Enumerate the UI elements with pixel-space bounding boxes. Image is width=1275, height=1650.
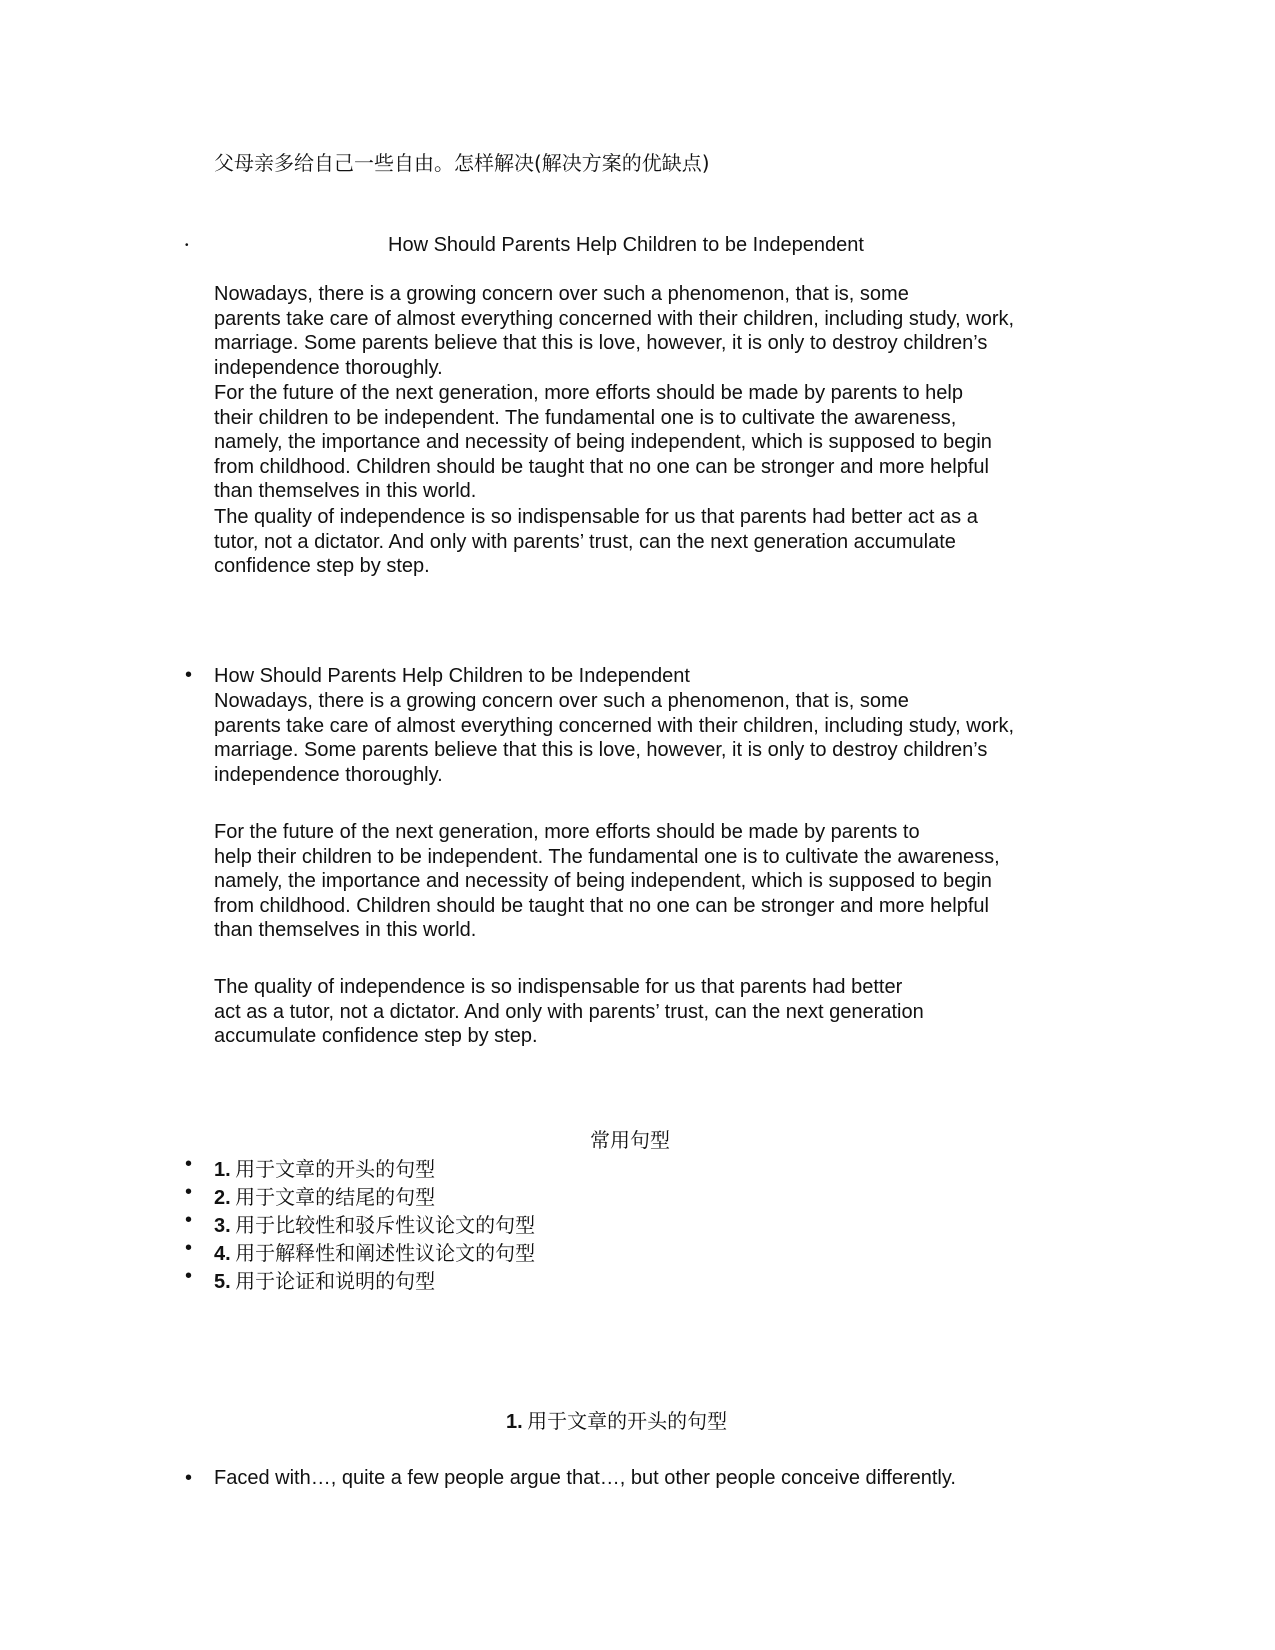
pattern-number: 5. [214, 1271, 231, 1293]
pattern-bullet-2: • [185, 1181, 193, 1203]
pattern-bullet-3: • [185, 1209, 193, 1231]
pattern-number: 3. [214, 1215, 231, 1237]
pattern-item-3 [214, 1209, 535, 1238]
pattern-bullet-5: • [185, 1265, 193, 1287]
pattern-item-5 [214, 1265, 435, 1294]
section1-bullet: • [185, 240, 189, 251]
example-bullet: • [185, 1467, 193, 1489]
section2-paragraph-3: The quality of independence is so indispensable for us that parents had better act as a tutor, not a dictator. And only with parents’ trust, can the next generation accumulate confidence step by step. [214, 976, 924, 1048]
pattern-number: 1. [214, 1159, 231, 1181]
opening-section-heading [506, 1405, 727, 1434]
section2-paragraph-2: For the future of the next generation, more efforts should be made by parents to help their children to be independent. The fundamental one is to cultivate the awareness, namely, the importance and necessity of being independent, which is supposed to begin from childhood. Children should be taught that no one can be stronger and more helpful than themselves in this world. [214, 821, 1000, 942]
section1-paragraph-1: Nowadays, there is a growing concern over such a phenomenon, that is, some parents take care of almost everything concerned with their children, including study, work, marriage. Some parents believe that this is love, however, it is only to destroy children’s independence thoroughly. [214, 283, 1015, 379]
opening-section-title: 用于文章的开头的句型 [527, 1409, 728, 1433]
pattern-text: 用于比较性和驳斥性议论文的句型 [235, 1213, 536, 1237]
common-patterns-heading: 常用句型 [590, 1128, 670, 1152]
pattern-text: 用于文章的结尾的句型 [235, 1185, 436, 1209]
pattern-text: 用于论证和说明的句型 [235, 1269, 436, 1293]
section1-title: How Should Parents Help Children to be Independent [388, 234, 864, 256]
pattern-number: 4. [214, 1243, 231, 1265]
section2-paragraph-1: Nowadays, there is a growing concern over such a phenomenon, that is, some parents take care of almost everything concerned with their children, including study, work, marriage. Some parents believe that this is love, however, it is only to destroy children’s independence thoroughly. [214, 690, 1015, 786]
header-line: 父母亲多给自己一些自由。怎样解决(解决方案的优缺点) [214, 151, 710, 175]
pattern-item-2 [214, 1181, 435, 1210]
pattern-bullet-1: • [185, 1153, 193, 1175]
section2-bullet: • [185, 664, 193, 686]
example-sentence: Faced with…, quite a few people argue that…, but other people conceive differently. [214, 1467, 956, 1489]
pattern-text: 用于解释性和阐述性议论文的句型 [235, 1241, 536, 1265]
pattern-number: 2. [214, 1187, 231, 1209]
opening-section-number: 1. [506, 1411, 523, 1433]
pattern-item-4 [214, 1237, 535, 1266]
section1-paragraph-3: The quality of independence is so indispensable for us that parents had better act as a tutor, not a dictator. And only with parents’ trust, can the next generation accumulate confidence step by step. [214, 506, 978, 578]
section2-title: How Should Parents Help Children to be Independent [214, 665, 690, 687]
section1-paragraph-2: For the future of the next generation, more efforts should be made by parents to help their children to be independent. The fundamental one is to cultivate the awareness, namely, the importance and necessity of being independent, which is supposed to begin from childhood. Children should be taught that no one can be stronger and more helpful than themselves in this world. [214, 382, 992, 503]
pattern-text: 用于文章的开头的句型 [235, 1157, 436, 1181]
pattern-item-1 [214, 1153, 435, 1182]
pattern-bullet-4: • [185, 1237, 193, 1259]
